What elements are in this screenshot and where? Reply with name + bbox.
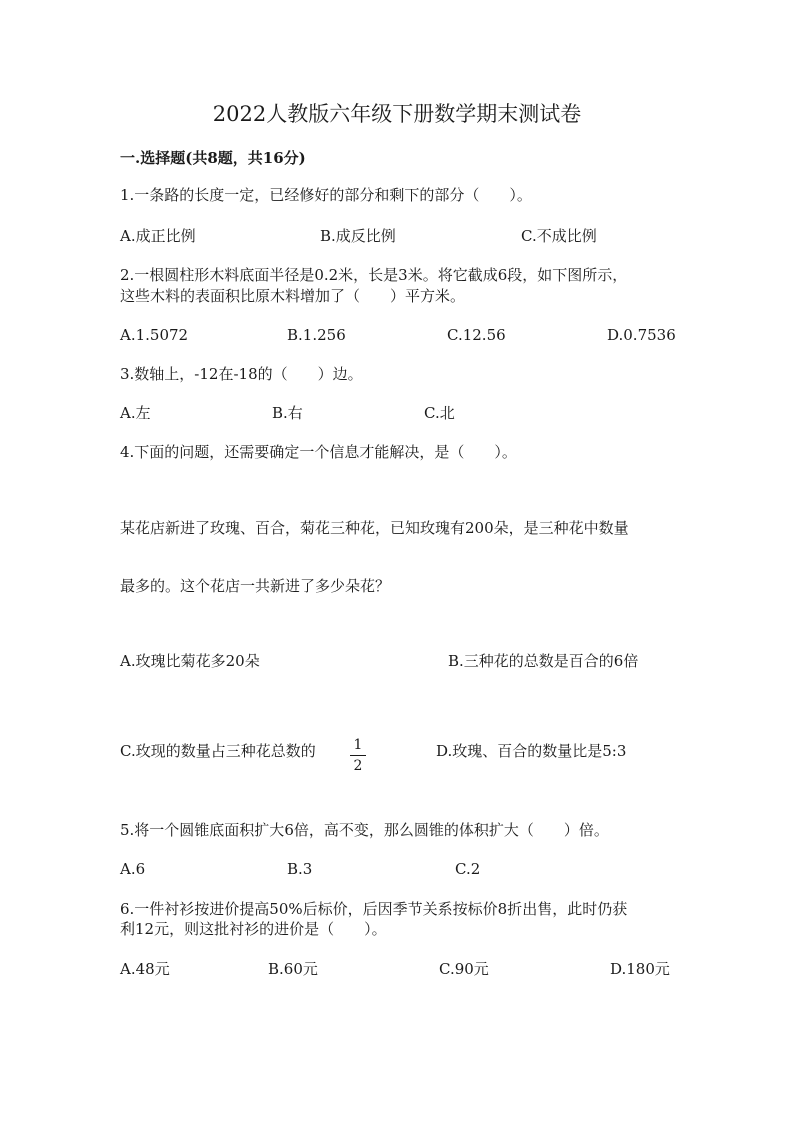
question-2-option-d: D.0.7536 bbox=[607, 326, 676, 344]
question-2-option-b: B.1.256 bbox=[287, 326, 346, 344]
question-2-stem-line1: 2.一根圆柱形木料底面半径是0.2米，长是3米。将它截成6段，如下图所示， bbox=[120, 266, 628, 284]
question-4-context-line2: 最多的。这个花店一共新进了多少朵花？ bbox=[120, 577, 391, 595]
question-3-option-a: A.左 bbox=[120, 404, 151, 422]
fraction-numerator: 1 bbox=[353, 737, 363, 753]
page-title: 2022人教版六年级下册数学期末测试卷 bbox=[212, 102, 582, 126]
question-6-option-d: D.180元 bbox=[610, 960, 670, 978]
question-6-stem-line2: 利12元，则这批衬衫的进价是（ ）。 bbox=[120, 920, 387, 938]
question-5-option-c: C.2 bbox=[455, 860, 481, 878]
fraction-one-half bbox=[350, 737, 366, 774]
question-2-option-c: C.12.56 bbox=[447, 326, 506, 344]
question-1-stem: 1.一条路的长度一定，已经修好的部分和剩下的部分（ ）。 bbox=[120, 186, 532, 204]
question-4-option-d: D.玫瑰、百合的数量比是5:3 bbox=[436, 742, 627, 760]
question-6-stem-line1: 6.一件衬衫按进价提高50%后标价，后因季节关系按标价8折出售，此时仍获 bbox=[120, 900, 628, 918]
question-6-option-a: A.48元 bbox=[120, 960, 170, 978]
section-heading: 一.选择题(共8题，共16分) bbox=[120, 149, 306, 167]
question-2-option-a: A.1.5072 bbox=[120, 326, 189, 344]
question-3-option-b: B.右 bbox=[272, 404, 303, 422]
question-3-option-c: C.北 bbox=[424, 404, 455, 422]
question-4-option-c: C.玫现的数量占三种花总数的 bbox=[120, 742, 316, 760]
question-3-stem: 3.数轴上，-12在-18的（ ）边。 bbox=[120, 365, 363, 383]
question-1-option-b: B.成反比例 bbox=[320, 227, 396, 245]
question-1-option-c: C.不成比例 bbox=[521, 227, 597, 245]
question-2-stem-line2: 这些木料的表面积比原木料增加了（ ）平方米。 bbox=[120, 287, 466, 305]
question-4-option-a: A.玫瑰比菊花多20朵 bbox=[120, 652, 260, 670]
fraction-bar bbox=[350, 755, 366, 756]
question-6-option-c: C.90元 bbox=[439, 960, 489, 978]
question-1-option-a: A.成正比例 bbox=[120, 227, 196, 245]
question-5-stem: 5.将一个圆锥底面积扩大6倍，高不变，那么圆锥的体积扩大（ ）倍。 bbox=[120, 821, 609, 839]
question-5-option-a: A.6 bbox=[120, 860, 146, 878]
question-4-option-b: B.三种花的总数是百合的6倍 bbox=[448, 652, 639, 670]
fraction-denominator: 2 bbox=[353, 758, 363, 774]
question-6-option-b: B.60元 bbox=[268, 960, 318, 978]
question-4-stem: 4.下面的问题，还需要确定一个信息才能解决，是（ ）。 bbox=[120, 443, 517, 461]
question-5-option-b: B.3 bbox=[287, 860, 313, 878]
question-4-context-line1: 某花店新进了玫瑰、百合，菊花三种花，已知玫瑰有200朵，是三种花中数量 bbox=[120, 519, 629, 537]
